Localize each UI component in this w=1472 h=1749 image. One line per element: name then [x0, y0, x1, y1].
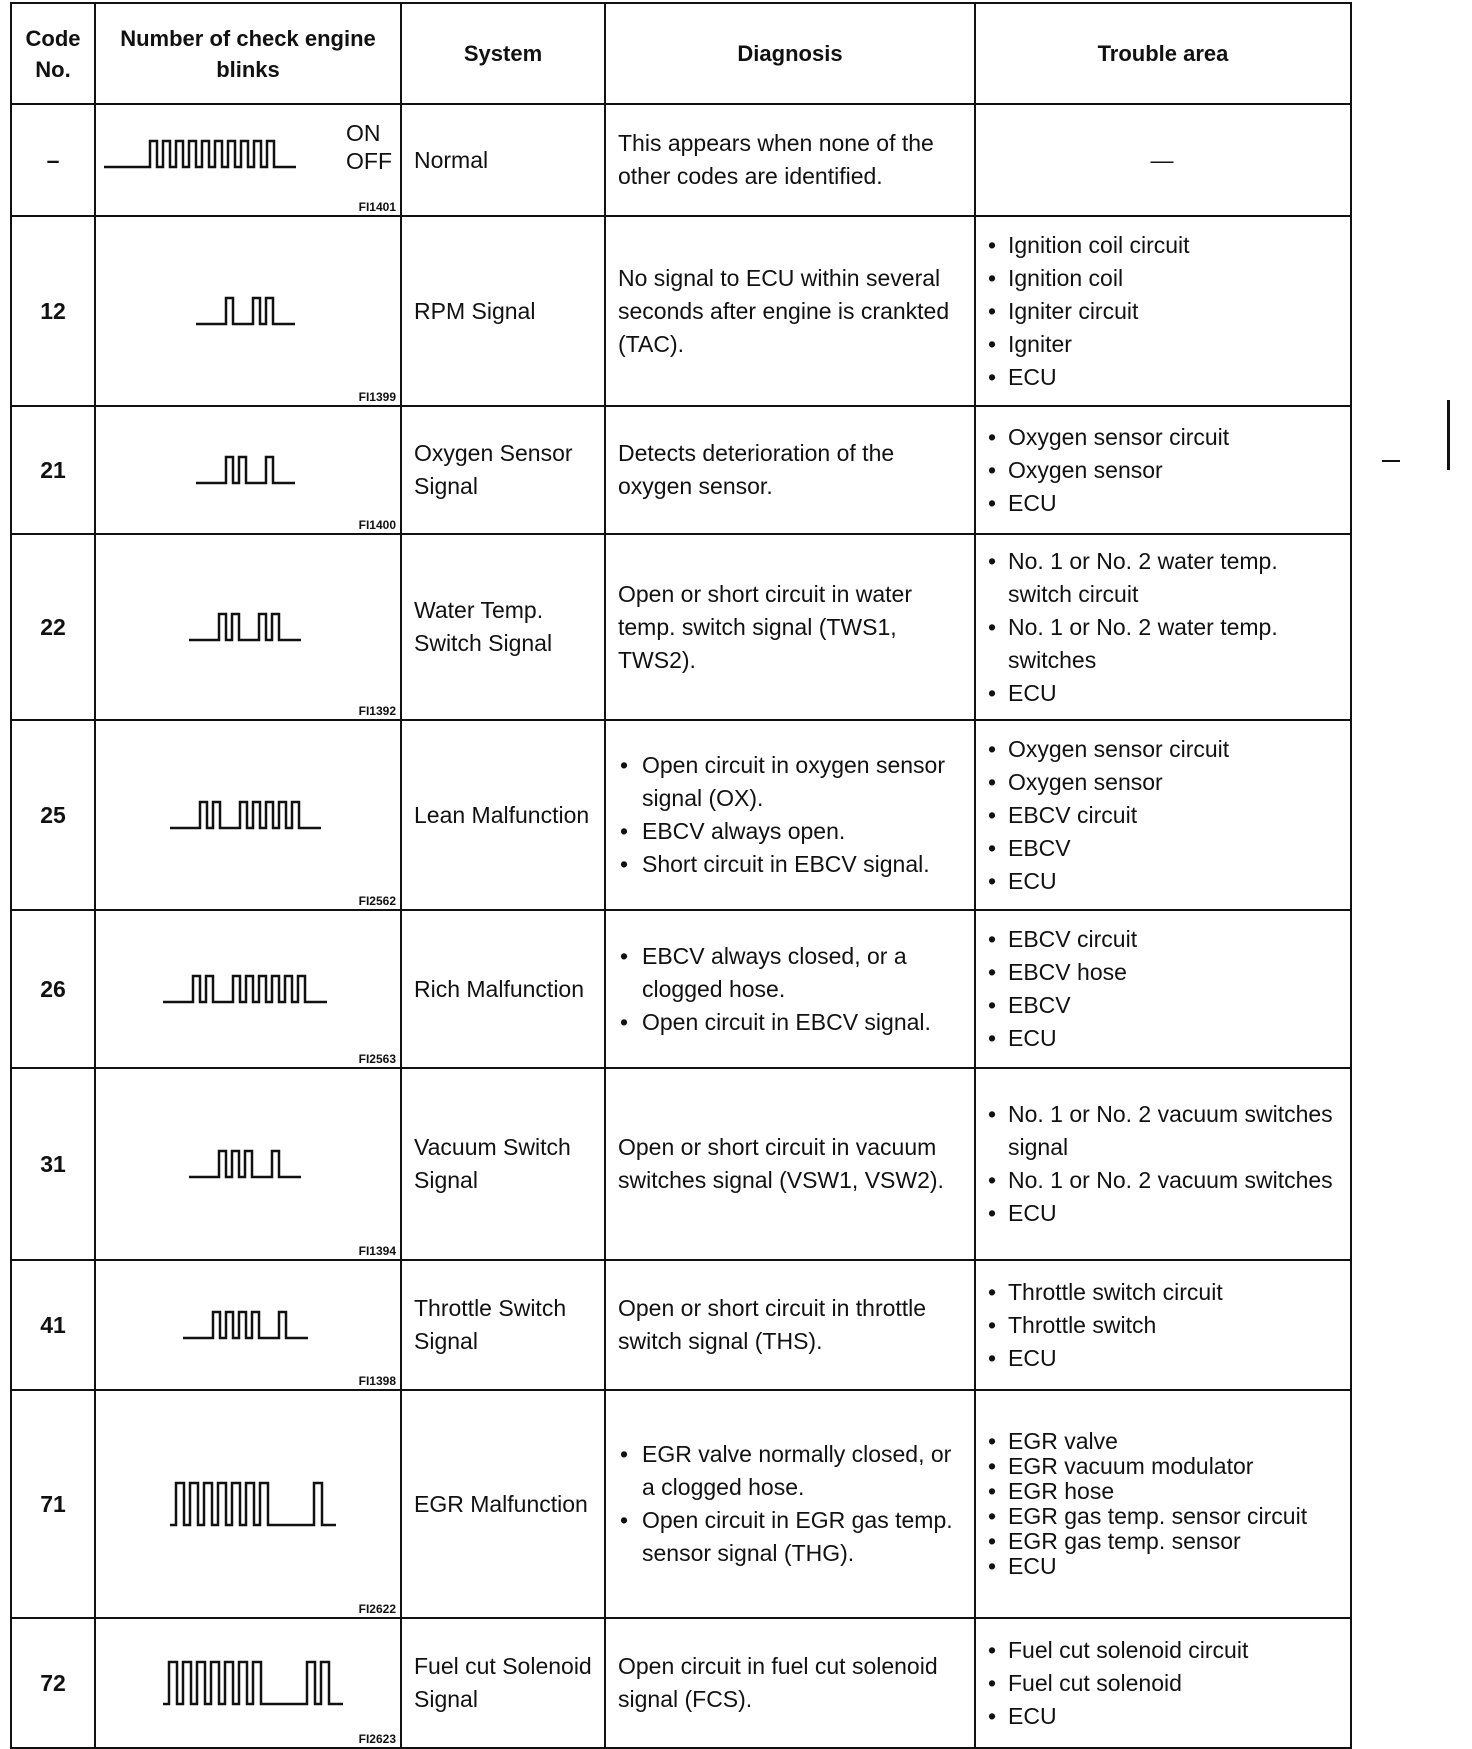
trouble-list: [986, 421, 1338, 520]
trouble-item: • ECU: [986, 1022, 1338, 1055]
trouble-item: • EGR vacuum modulator: [986, 1454, 1338, 1479]
trouble-item: • EBCV circuit: [986, 923, 1338, 956]
trouble-item: • ECU: [986, 1554, 1338, 1579]
table-row: [11, 406, 1351, 534]
trouble-area-cell: [975, 1390, 1351, 1618]
blink-pattern-cell: [95, 406, 401, 534]
diagnosis-text: Detects deterioration of the oxygen sensor.: [618, 440, 895, 499]
margin-dash-mark: [1382, 460, 1400, 462]
trouble-item: • Oxygen sensor: [986, 454, 1338, 487]
diagnosis-text: Open or short circuit in vacuum switches signal (VSW1, VSW2).: [618, 1134, 944, 1193]
figure-number: FI1392: [358, 704, 396, 718]
trouble-list: [986, 923, 1338, 1055]
blink-pulse-train: [183, 1312, 308, 1338]
blink-waveform: [96, 911, 402, 1067]
code-number: 22: [11, 534, 95, 720]
off-label: OFF: [346, 148, 392, 174]
table-row: [11, 104, 1351, 216]
diagnosis-cell: [605, 1618, 975, 1748]
figure-number: FI2563: [358, 1052, 396, 1066]
diagnosis-item: • EBCV always closed, or a clogged hose.: [618, 940, 962, 1006]
diagnosis-text: No signal to ECU within several seconds after engine is crankted (TAC).: [618, 264, 950, 357]
blink-pulse-train: [170, 802, 321, 828]
table-row: [11, 534, 1351, 720]
trouble-none: —: [1150, 146, 1174, 173]
trouble-area-cell: [975, 910, 1351, 1068]
trouble-area-cell: [975, 406, 1351, 534]
table-row: [11, 720, 1351, 910]
code-number: 31: [11, 1068, 95, 1260]
blink-pattern-cell: [95, 720, 401, 910]
code-number: 41: [11, 1260, 95, 1390]
figure-number: FI1398: [358, 1374, 396, 1388]
blink-pulse-train: [163, 976, 327, 1002]
header-blinks: Number of check engine blinks: [95, 3, 401, 104]
trouble-item: • EBCV hose: [986, 956, 1338, 989]
trouble-item: • ECU: [986, 361, 1338, 394]
diagnosis-cell: [605, 216, 975, 406]
table-row: [11, 1068, 1351, 1260]
blink-waveform: [96, 407, 402, 533]
trouble-item: • Igniter: [986, 328, 1338, 361]
diagnosis-cell: [605, 406, 975, 534]
code-number: 71: [11, 1390, 95, 1618]
header-code: Code No.: [11, 3, 95, 104]
blink-waveform: [96, 535, 402, 719]
trouble-area-cell: [975, 720, 1351, 910]
trouble-item: • No. 1 or No. 2 vacuum switches signal: [986, 1098, 1338, 1164]
trouble-item: • No. 1 or No. 2 water temp. switches: [986, 611, 1338, 677]
blink-pulse-train: [189, 1151, 301, 1177]
blink-pulse-train: [196, 457, 295, 483]
table-row: [11, 910, 1351, 1068]
trouble-item: • EGR gas temp. sensor: [986, 1529, 1338, 1554]
margin-bar-mark: [1447, 400, 1450, 470]
blink-pulse-train: [189, 614, 301, 640]
diagnosis-item: • EGR valve normally closed, or a clogged hose.: [618, 1438, 962, 1504]
trouble-item: • Ignition coil circuit: [986, 229, 1338, 262]
diagnosis-list: [618, 749, 962, 881]
header-trouble-area: Trouble area: [975, 3, 1351, 104]
on-off-labels: [346, 119, 392, 175]
trouble-area-cell: [975, 1618, 1351, 1748]
trouble-item: • EBCV circuit: [986, 799, 1338, 832]
figure-number: FI1400: [358, 518, 396, 532]
figure-number: FI1401: [358, 200, 396, 214]
blink-pulse-train: [170, 1483, 336, 1525]
trouble-item: • EBCV: [986, 832, 1338, 865]
blink-pulse-train: [163, 1662, 343, 1704]
figure-number: FI1399: [358, 390, 396, 404]
trouble-item: • EGR hose: [986, 1479, 1338, 1504]
table-row: [11, 216, 1351, 406]
code-number: 72: [11, 1618, 95, 1748]
system-name: Fuel cut Solenoid Signal: [401, 1618, 605, 1748]
system-name: Normal: [401, 104, 605, 216]
trouble-area-cell: [975, 534, 1351, 720]
trouble-item: • Ignition coil: [986, 262, 1338, 295]
diagnosis-list: [618, 1438, 962, 1570]
trouble-item: • Fuel cut solenoid circuit: [986, 1634, 1338, 1667]
blink-waveform: [96, 1619, 402, 1747]
trouble-list: [986, 1429, 1338, 1579]
diagnosis-item: • Open circuit in EGR gas temp. sensor signal (THG).: [618, 1504, 962, 1570]
trouble-item: • ECU: [986, 1342, 1338, 1375]
blink-pattern-cell: [95, 104, 401, 216]
blink-pulse-train: [196, 298, 295, 324]
diagnosis-item: • Short circuit in EBCV signal.: [618, 848, 962, 881]
code-number: 26: [11, 910, 95, 1068]
trouble-list: [986, 545, 1338, 710]
figure-number: FI2622: [358, 1602, 396, 1616]
header-row: [11, 3, 1351, 104]
code-number: 12: [11, 216, 95, 406]
blink-pattern-cell: [95, 1618, 401, 1748]
table-row: [11, 1260, 1351, 1390]
diagnosis-cell: [605, 1260, 975, 1390]
trouble-item: • Oxygen sensor circuit: [986, 733, 1338, 766]
system-name: Lean Malfunction: [401, 720, 605, 910]
code-number: –: [11, 104, 95, 216]
trouble-list: [986, 1276, 1338, 1375]
diagnosis-cell: [605, 1068, 975, 1260]
diagnosis-item: • EBCV always open.: [618, 815, 962, 848]
table-row: [11, 1618, 1351, 1748]
trouble-list: [986, 1098, 1338, 1230]
trouble-item: • EGR gas temp. sensor circuit: [986, 1504, 1338, 1529]
trouble-item: • Throttle switch circuit: [986, 1276, 1338, 1309]
blink-pattern-cell: [95, 216, 401, 406]
diagnosis-item: • Open circuit in oxygen sensor signal (OX).: [618, 749, 962, 815]
blink-pattern-cell: [95, 1068, 401, 1260]
trouble-list: [986, 733, 1338, 898]
blink-pattern-cell: [95, 1390, 401, 1618]
blink-pattern-cell: [95, 1260, 401, 1390]
trouble-list: [986, 1634, 1338, 1733]
header-diagnosis: Diagnosis: [605, 3, 975, 104]
trouble-area-cell: [975, 216, 1351, 406]
trouble-item: • No. 1 or No. 2 vacuum switches: [986, 1164, 1338, 1197]
trouble-item: • Throttle switch: [986, 1309, 1338, 1342]
diagnosis-cell: [605, 720, 975, 910]
diagnosis-list: [618, 940, 962, 1039]
diagnosis-text: Open circuit in fuel cut solenoid signal (FCS).: [618, 1653, 938, 1712]
figure-number: FI1394: [358, 1244, 396, 1258]
trouble-item: • Fuel cut solenoid: [986, 1667, 1338, 1700]
blink-pattern-cell: [95, 910, 401, 1068]
trouble-area-cell: [975, 1260, 1351, 1390]
diagnosis-cell: [605, 534, 975, 720]
trouble-item: • Oxygen sensor: [986, 766, 1338, 799]
system-name: Water Temp. Switch Signal: [401, 534, 605, 720]
trouble-item: • EGR valve: [986, 1429, 1338, 1454]
diagnosis-cell: [605, 910, 975, 1068]
diagnosis-text: Open or short circuit in water temp. switch signal (TWS1, TWS2).: [618, 580, 913, 673]
system-name: Vacuum Switch Signal: [401, 1068, 605, 1260]
blink-pulse-train: [104, 141, 296, 167]
table-row: [11, 1390, 1351, 1618]
trouble-item: • EBCV: [986, 989, 1338, 1022]
trouble-list: [986, 229, 1338, 394]
diagnosis-text: This appears when none of the other codes are identified.: [618, 130, 934, 189]
diagnostic-code-table: [10, 2, 1352, 1749]
system-name: Oxygen Sensor Signal: [401, 406, 605, 534]
system-name: Rich Malfunction: [401, 910, 605, 1068]
trouble-item: • ECU: [986, 1197, 1338, 1230]
trouble-item: • ECU: [986, 865, 1338, 898]
code-number: 21: [11, 406, 95, 534]
system-name: EGR Malfunction: [401, 1390, 605, 1618]
blink-waveform: [96, 721, 402, 909]
diagnosis-item: • Open circuit in EBCV signal.: [618, 1006, 962, 1039]
trouble-item: • ECU: [986, 1700, 1338, 1733]
diagnosis-cell: [605, 1390, 975, 1618]
system-name: Throttle Switch Signal: [401, 1260, 605, 1390]
blink-waveform: [96, 1261, 402, 1389]
blink-pattern-cell: [95, 534, 401, 720]
diagnosis-cell: [605, 104, 975, 216]
blink-waveform: [96, 1391, 402, 1617]
trouble-item: • Igniter circuit: [986, 295, 1338, 328]
figure-number: FI2562: [358, 894, 396, 908]
trouble-item: • No. 1 or No. 2 water temp. switch circuit: [986, 545, 1338, 611]
system-name: RPM Signal: [401, 216, 605, 406]
trouble-item: • ECU: [986, 677, 1338, 710]
code-number: 25: [11, 720, 95, 910]
table-body: [11, 104, 1351, 1748]
on-label: ON: [346, 120, 381, 146]
trouble-item: • ECU: [986, 487, 1338, 520]
blink-waveform: [96, 1069, 402, 1259]
blink-waveform: [96, 217, 402, 405]
header-system: System: [401, 3, 605, 104]
trouble-area-cell: [975, 1068, 1351, 1260]
trouble-area-cell: [975, 104, 1351, 216]
trouble-item: • Oxygen sensor circuit: [986, 421, 1338, 454]
figure-number: FI2623: [358, 1732, 396, 1746]
diagnosis-text: Open or short circuit in throttle switch signal (THS).: [618, 1295, 927, 1354]
